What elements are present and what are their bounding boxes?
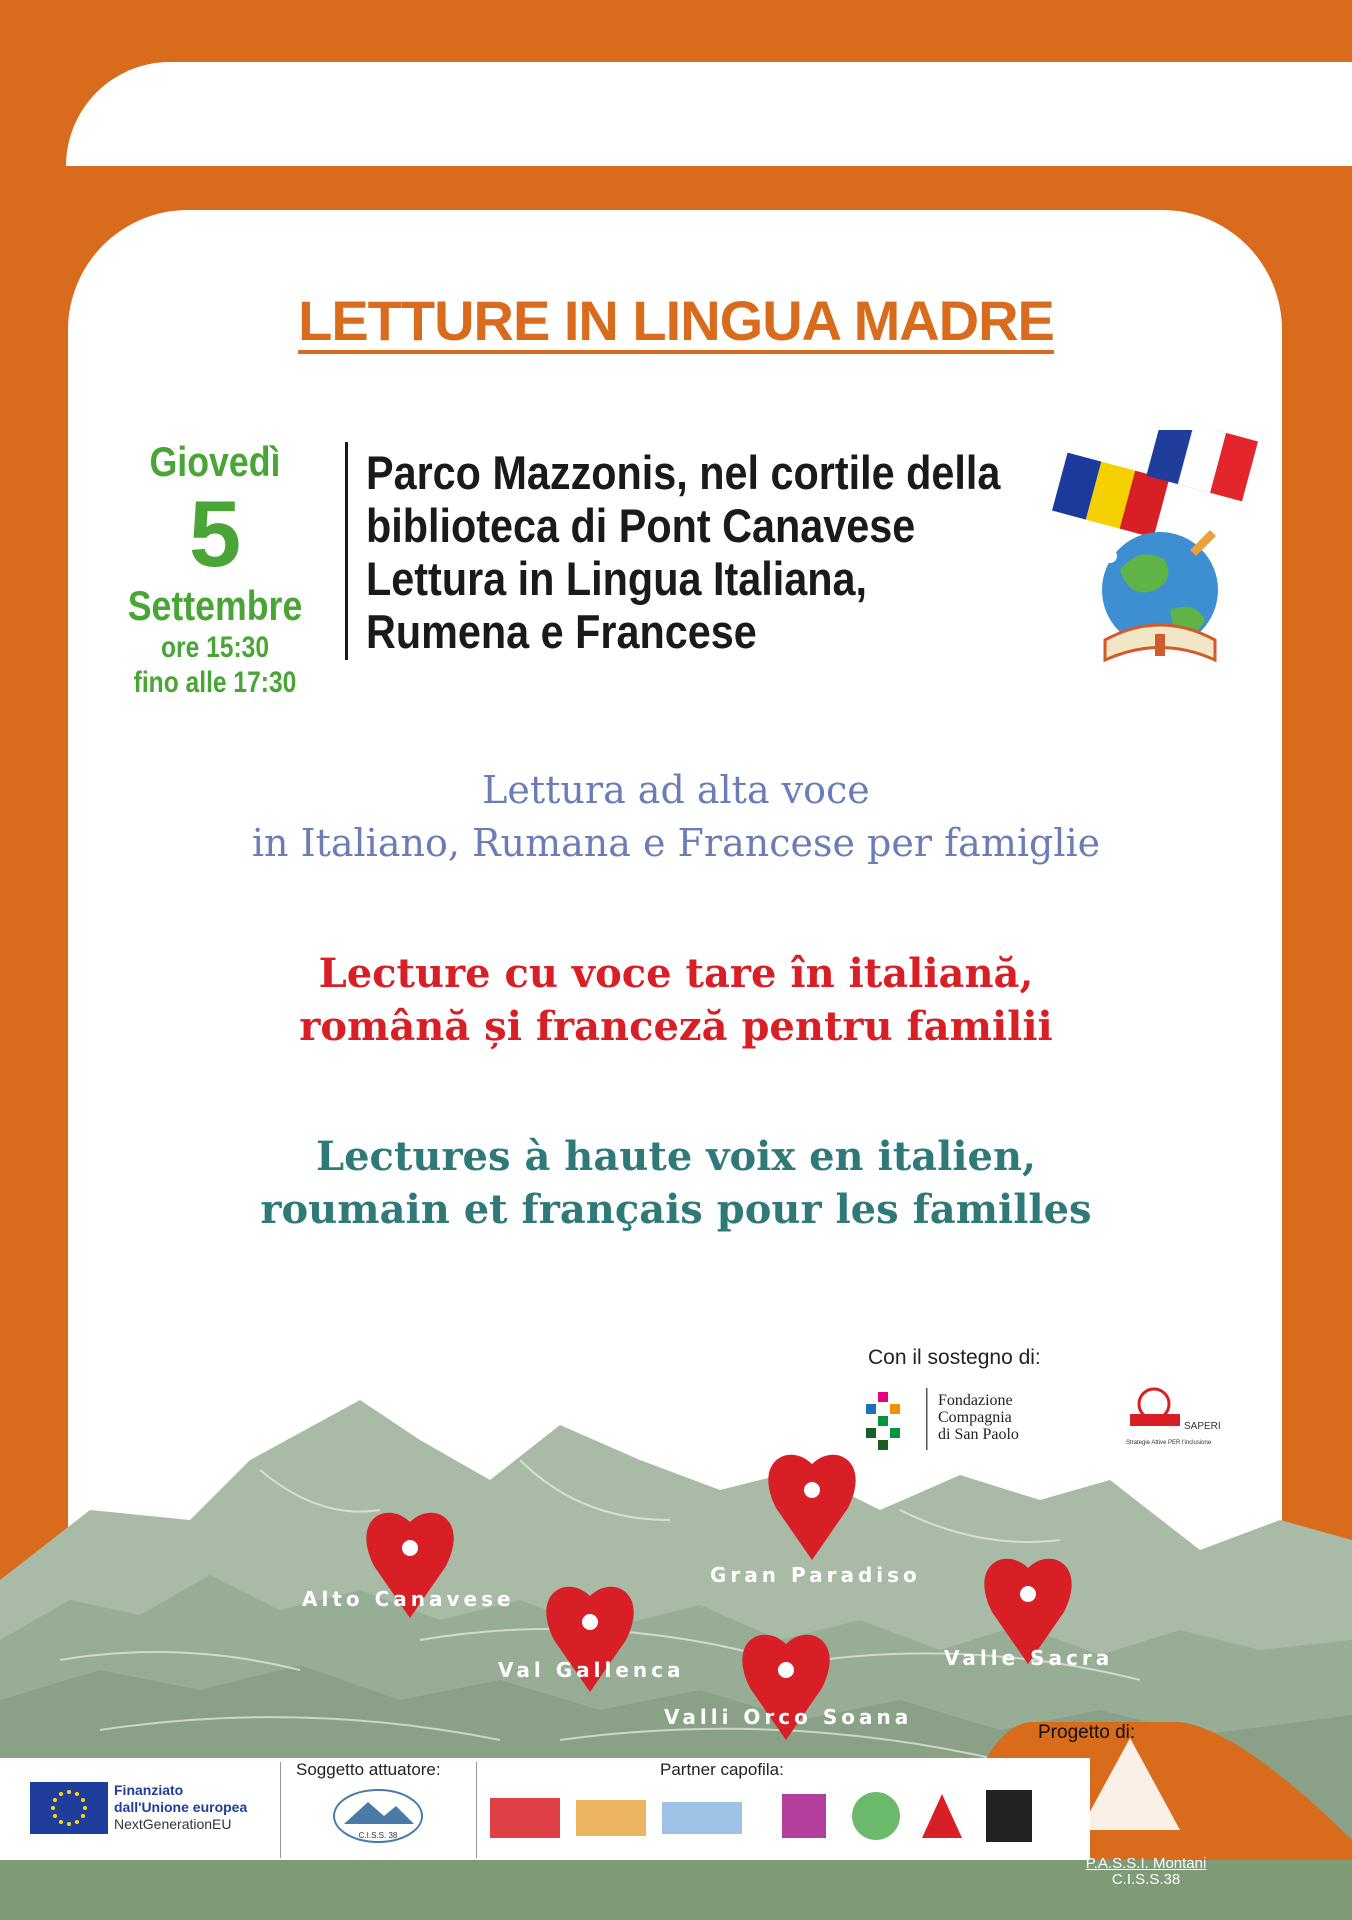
event-title: LETTURE IN LINGUA MADRE [298,289,1054,352]
time-end: fino alle 17:30 [133,666,297,699]
svg-text:Strategie Attive PER l'inclusi: Strategie Attive PER l'inclusione [1126,1440,1212,1446]
italian-line: in Italiano, Rumana e Francese per famiglie [251,821,1101,865]
eu-funding-text: Finanziato dall'Unione europea NextGenerationEU [114,1782,248,1832]
divider-line [345,442,348,660]
venue-line: biblioteca di Pont Canavese [366,499,916,552]
french-description [0,1130,1352,1236]
venue-block [366,446,1001,658]
place-label: Val Gallenca [498,1658,685,1682]
venue-line: Parco Mazzonis, nel cortile della [366,446,1001,499]
svg-text:C.I.S.S. 38: C.I.S.S. 38 [358,1831,398,1840]
date-block [100,438,330,700]
support-label: Con il sostegno di: [868,1346,1041,1369]
footer-divider [476,1762,477,1858]
flags-globe-book-icon [1050,430,1270,670]
italian-description [0,764,1352,870]
venue-line: Rumena e Francese [366,605,757,658]
italian-line: Lettura ad alta voce [482,768,870,812]
french-line: Lectures à haute voix en italien, [315,1133,1037,1180]
passi-montani-logo: P.A.S.S.I. Montani C.I.S.S.38 [1085,1855,1207,1888]
andirivieni-logo [576,1800,646,1836]
place-label: Valli Orco Soana [664,1705,913,1729]
place-label: Gran Paradiso [710,1563,921,1587]
partner-logos-row [486,1784,1046,1850]
top-white-banner [66,62,1352,166]
date-month: Settembre [127,582,303,629]
progetto-label: Progetto di: [1038,1722,1136,1743]
piastrometro-logo [922,1794,962,1838]
mago-pepe-logo [782,1794,826,1838]
ciss38-logo [330,1786,426,1848]
asl-to4-logo [662,1802,742,1834]
eu-flag-icon [30,1782,108,1834]
alce-rosso-logo [490,1798,560,1838]
footer-divider [280,1762,281,1858]
romanian-description [0,947,1352,1053]
fondazione-name: Fondazione Compagnia di San Paolo [938,1392,1019,1443]
date-weekday: Giovedì [149,438,281,485]
time-start: ore 15:30 [160,631,270,664]
venue-line: Lettura in Lingua Italiana, [366,552,867,605]
place-label: Valle Sacra [944,1646,1114,1670]
date-number: 5 [188,481,242,586]
citta-colori-logo [852,1792,900,1840]
romanian-line: Lecture cu voce tare în italiană, [318,950,1034,997]
partner-capofila-label: Partner capofila: [660,1760,784,1779]
french-line: roumain et français pour les familles [260,1186,1092,1233]
romanian-line: română și franceză pentru familii [299,1003,1053,1050]
soggetto-attuatore-label: Soggetto attuatore: [296,1760,441,1779]
svg-text:SAPERI: SAPERI [1184,1421,1221,1432]
place-label: Alto Canavese [302,1587,515,1611]
rete-italiana-logo [986,1790,1032,1842]
